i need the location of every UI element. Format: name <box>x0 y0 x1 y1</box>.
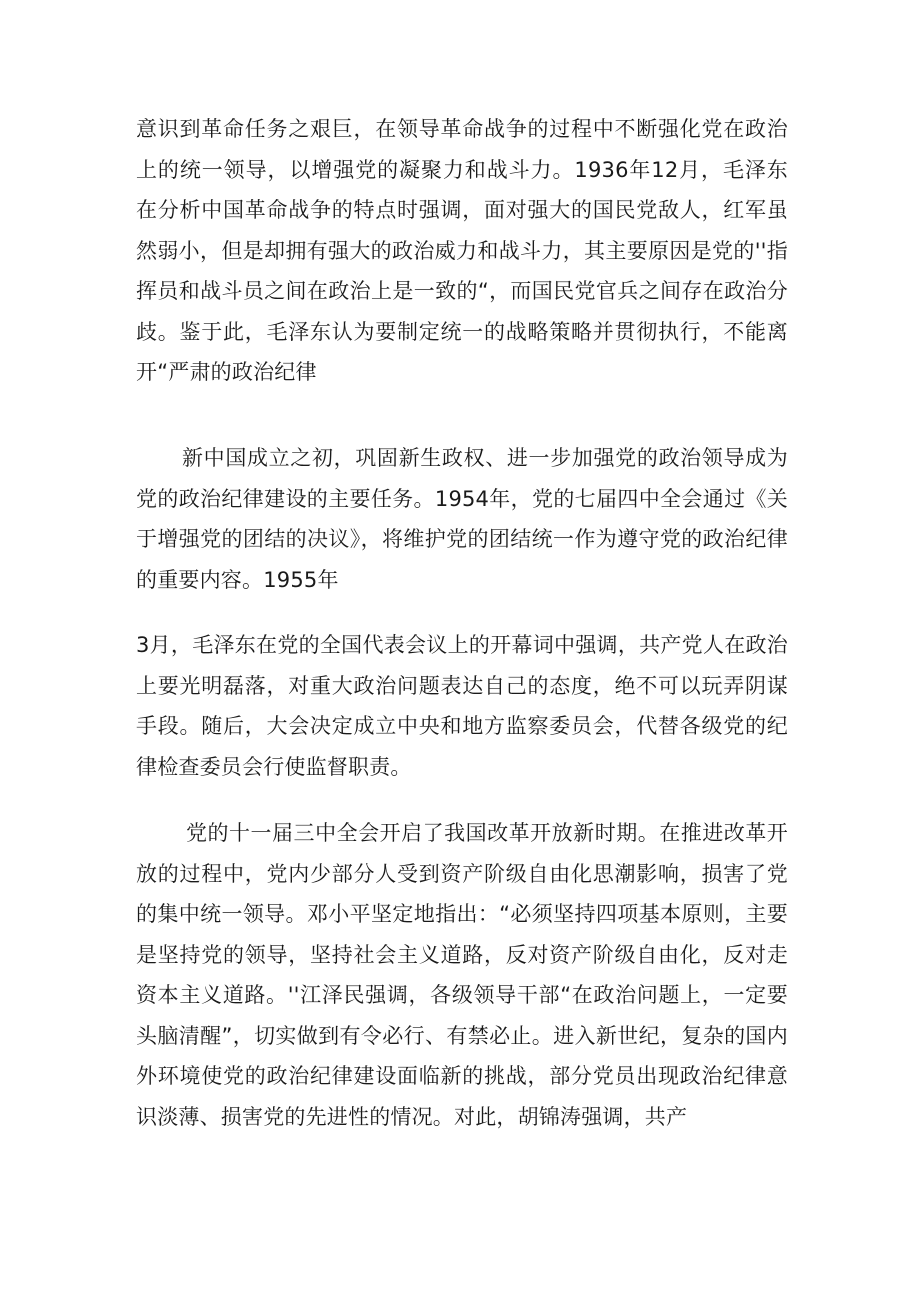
paragraph-revolutionary-era: 意识到革命任务之艰巨，在领导革命战争的过程中不断强化党在政治上的统一领导，以增强党的凝聚力和战斗力。1936年12月，毛泽东在分析中国革命战争的特点时强调，面对强大的国民党敌人，红军虽然弱小，但是却拥有强大的政治威力和战斗力，其主要原因是党的''指挥员和战斗员之间在政治上是一致的“，而国民党官兵之间存在政治分歧。鉴于此，毛泽东认为要制定统一的战略策略并贯彻执行，不能离开“严肃的政治纪律 <box>136 117 789 384</box>
paragraph-1955-congress: 3月，毛泽东在党的全国代表会议上的开幕词中强调，共产党人在政治上要光明磊落，对重大政治问题表达自己的态度，绝不可以玩弄阴谋手段。随后，大会决定成立中央和地方监察委员会，代替各级党的纪律检查委员会行使监督职责。 <box>136 633 788 779</box>
paragraph-reform-era: 党的十一届三中全会开启了我国改革开放新时期。在推进改革开放的过程中，党内少部分人受到资产阶级自由化思潮影响，损害了党的集中统一领导。邓小平坚定地指出：“必须坚持四项基本原则，主要是坚持党的领导，坚持社会主义道路，反对资产阶级自由化，反对走资本主义道路。''江泽民强调，各级领导干部“在政治问题上，一定要头脑清醒”，切实做到有令必行、有禁必止。进入新世纪，复杂的国内外环境使党的政治纪律建设面临新的挑战，部分党员出现政治纪律意识淡薄、损害党的先进性的情况。对此，胡锦涛强调，共产 <box>136 821 788 1129</box>
paragraph-early-prc: 新中国成立之初，巩固新生政权、进一步加强党的政治领导成为党的政治纪律建设的主要任务。1954年，党的七届四中全会通过《关于增强党的团结的决议》，将维护党的团结统一作为遵守党的政治纪律的重要内容。1955年 <box>136 446 788 592</box>
